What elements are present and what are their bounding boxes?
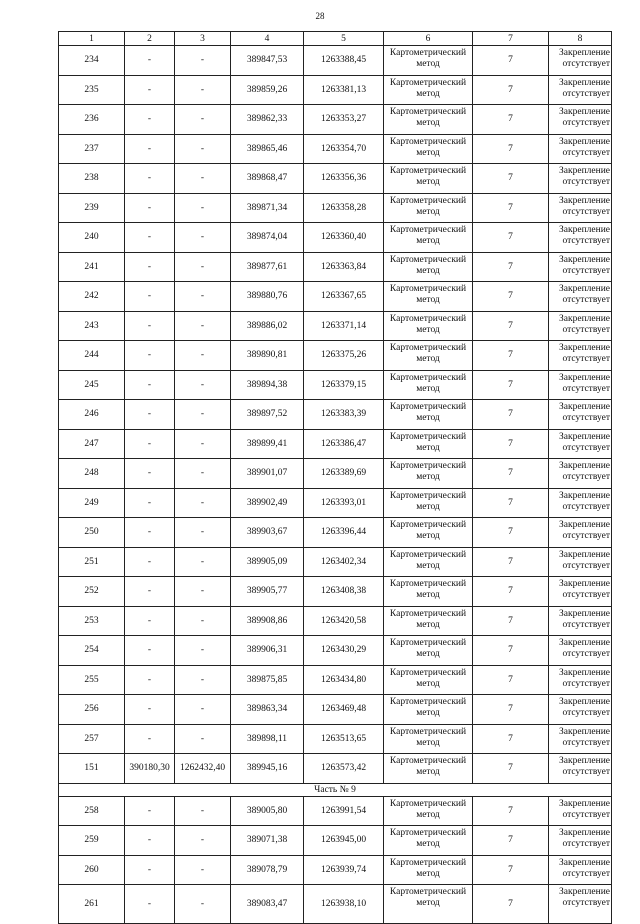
fixing-cell: Закрепление отсутствует [549,193,612,223]
fixing-cell: Закрепление отсутствует [549,134,612,164]
accuracy-cell: 7 [473,105,549,135]
existing-x-cell: - [125,75,175,105]
fixing-cell: Закрепление отсутствует [549,75,612,105]
new-y-cell: 1263573,42 [304,754,384,784]
method-cell: Картометрический метод [384,252,473,282]
new-y-cell: 1263408,38 [304,577,384,607]
new-y-cell: 1263938,10 [304,885,384,924]
new-x-cell: 389859,26 [231,75,304,105]
method-cell: Картометрический метод [384,282,473,312]
existing-x-cell: - [125,252,175,282]
fixing-cell: Закрепление отсутствует [549,724,612,754]
table-row [59,665,612,695]
point-number-cell: 237 [59,134,125,164]
existing-y-cell: - [175,518,231,548]
point-number-cell: 255 [59,665,125,695]
fixing-cell: Закрепление отсутствует [549,311,612,341]
accuracy-cell: 7 [473,75,549,105]
method-cell: Картометрический метод [384,855,473,885]
method-cell: Картометрический метод [384,606,473,636]
new-y-cell: 1263402,34 [304,547,384,577]
table-row [59,724,612,754]
table-row [59,695,612,725]
new-y-cell: 1263367,65 [304,282,384,312]
table-row [59,400,612,430]
existing-y-cell: - [175,370,231,400]
existing-x-cell: - [125,695,175,725]
new-y-cell: 1263389,69 [304,459,384,489]
existing-y-cell: - [175,282,231,312]
method-cell: Картометрический метод [384,164,473,194]
new-y-cell: 1263363,84 [304,252,384,282]
new-x-cell: 389899,41 [231,429,304,459]
fixing-cell: Закрепление отсутствует [549,606,612,636]
fixing-cell: Закрепление отсутствует [549,695,612,725]
table-row [59,429,612,459]
accuracy-cell: 7 [473,754,549,784]
existing-y-cell: - [175,105,231,135]
point-number-cell: 247 [59,429,125,459]
accuracy-cell: 7 [473,724,549,754]
new-y-cell: 1263388,45 [304,46,384,76]
existing-x-cell: - [125,400,175,430]
accuracy-cell: 7 [473,488,549,518]
existing-x-cell: - [125,885,175,924]
point-number-cell: 259 [59,826,125,856]
accuracy-cell: 7 [473,46,549,76]
method-cell: Картометрический метод [384,134,473,164]
new-y-cell: 1263393,01 [304,488,384,518]
new-x-cell: 389901,07 [231,459,304,489]
table-row [59,223,612,253]
method-cell: Картометрический метод [384,547,473,577]
point-number-cell: 242 [59,282,125,312]
new-y-cell: 1263469,48 [304,695,384,725]
fixing-cell: Закрепление отсутствует [549,459,612,489]
existing-y-cell: - [175,223,231,253]
point-number-cell: 151 [59,754,125,784]
fixing-cell: Закрепление отсутствует [549,429,612,459]
existing-x-cell: - [125,370,175,400]
coordinates-table [58,31,612,924]
point-number-cell: 248 [59,459,125,489]
point-number-cell: 252 [59,577,125,607]
existing-y-cell: - [175,826,231,856]
fixing-cell: Закрепление отсутствует [549,400,612,430]
new-y-cell: 1263353,27 [304,105,384,135]
new-y-cell: 1263356,36 [304,164,384,194]
method-cell: Картометрический метод [384,370,473,400]
new-y-cell: 1263396,44 [304,518,384,548]
new-x-cell: 389862,33 [231,105,304,135]
existing-x-cell: - [125,826,175,856]
fixing-cell: Закрепление отсутствует [549,754,612,784]
existing-y-cell: - [175,724,231,754]
point-number-cell: 257 [59,724,125,754]
existing-x-cell: - [125,311,175,341]
existing-x-cell: - [125,429,175,459]
table-row [59,577,612,607]
existing-y-cell: - [175,459,231,489]
point-number-cell: 256 [59,695,125,725]
method-cell: Картометрический метод [384,577,473,607]
existing-x-cell: - [125,164,175,194]
accuracy-cell: 7 [473,606,549,636]
new-x-cell: 389005,80 [231,796,304,826]
table-row [59,636,612,666]
method-cell: Картометрический метод [384,488,473,518]
fixing-cell: Закрепление отсутствует [549,105,612,135]
existing-x-cell: - [125,282,175,312]
existing-x-cell: - [125,488,175,518]
accuracy-cell: 7 [473,429,549,459]
header-row [59,32,612,46]
fixing-cell: Закрепление отсутствует [549,282,612,312]
accuracy-cell: 7 [473,193,549,223]
point-number-cell: 260 [59,855,125,885]
new-x-cell: 389078,79 [231,855,304,885]
accuracy-cell: 7 [473,341,549,371]
new-x-cell: 389868,47 [231,164,304,194]
point-number-cell: 244 [59,341,125,371]
table-row [59,885,612,924]
new-x-cell: 389886,02 [231,311,304,341]
existing-x-cell: - [125,636,175,666]
point-number-cell: 249 [59,488,125,518]
new-y-cell: 1263945,00 [304,826,384,856]
new-y-cell: 1263381,13 [304,75,384,105]
existing-x-cell: - [125,105,175,135]
accuracy-cell: 7 [473,547,549,577]
new-x-cell: 389874,04 [231,223,304,253]
existing-x-cell: 390180,30 [125,754,175,784]
new-x-cell: 389890,81 [231,341,304,371]
new-y-cell: 1263991,54 [304,796,384,826]
table-row [59,134,612,164]
new-y-cell: 1263354,70 [304,134,384,164]
existing-x-cell: - [125,547,175,577]
method-cell: Картометрический метод [384,223,473,253]
new-x-cell: 389908,86 [231,606,304,636]
method-cell: Картометрический метод [384,636,473,666]
page-number: 28 [315,11,325,21]
point-number-cell: 261 [59,885,125,924]
section-label: Часть № 9 [59,783,612,796]
method-cell: Картометрический метод [384,518,473,548]
accuracy-cell: 7 [473,459,549,489]
method-cell: Картометрический метод [384,341,473,371]
table-row [59,341,612,371]
new-x-cell: 389902,49 [231,488,304,518]
method-cell: Картометрический метод [384,695,473,725]
table-row [59,282,612,312]
header-cell: 1 [59,32,125,46]
new-x-cell: 389898,11 [231,724,304,754]
existing-y-cell: - [175,636,231,666]
fixing-cell: Закрепление отсутствует [549,164,612,194]
existing-x-cell: - [125,518,175,548]
existing-y-cell: - [175,400,231,430]
fixing-cell: Закрепление отсутствует [549,826,612,856]
new-y-cell: 1263358,28 [304,193,384,223]
header-cell: 3 [175,32,231,46]
accuracy-cell: 7 [473,164,549,194]
fixing-cell: Закрепление отсутствует [549,518,612,548]
existing-y-cell: - [175,134,231,164]
new-y-cell: 1263371,14 [304,311,384,341]
accuracy-cell: 7 [473,252,549,282]
fixing-cell: Закрепление отсутствует [549,855,612,885]
existing-x-cell: - [125,724,175,754]
table-row [59,105,612,135]
accuracy-cell: 7 [473,885,549,924]
table-row [59,488,612,518]
method-cell: Картометрический метод [384,754,473,784]
point-number-cell: 258 [59,796,125,826]
point-number-cell: 234 [59,46,125,76]
table-row [59,459,612,489]
existing-y-cell: - [175,885,231,924]
point-number-cell: 238 [59,164,125,194]
header-cell: 2 [125,32,175,46]
new-x-cell: 389877,61 [231,252,304,282]
table-row [59,75,612,105]
new-x-cell: 389945,16 [231,754,304,784]
fixing-cell: Закрепление отсутствует [549,665,612,695]
method-cell: Картометрический метод [384,796,473,826]
existing-x-cell: - [125,577,175,607]
fixing-cell: Закрепление отсутствует [549,341,612,371]
existing-y-cell: - [175,341,231,371]
new-y-cell: 1263375,26 [304,341,384,371]
fixing-cell: Закрепление отсутствует [549,577,612,607]
existing-y-cell: - [175,75,231,105]
existing-y-cell: - [175,665,231,695]
table-row [59,518,612,548]
point-number-cell: 235 [59,75,125,105]
table-row [59,796,612,826]
table-row [59,370,612,400]
accuracy-cell: 7 [473,796,549,826]
existing-y-cell: - [175,855,231,885]
point-number-cell: 246 [59,400,125,430]
existing-y-cell: - [175,606,231,636]
new-y-cell: 1263386,47 [304,429,384,459]
table-row [59,855,612,885]
point-number-cell: 251 [59,547,125,577]
point-number-cell: 240 [59,223,125,253]
table-row [59,606,612,636]
accuracy-cell: 7 [473,400,549,430]
new-x-cell: 389897,52 [231,400,304,430]
new-x-cell: 389905,09 [231,547,304,577]
point-number-cell: 253 [59,606,125,636]
new-x-cell: 389071,38 [231,826,304,856]
fixing-cell: Закрепление отсутствует [549,796,612,826]
table-row [59,547,612,577]
method-cell: Картометрический метод [384,400,473,430]
accuracy-cell: 7 [473,370,549,400]
existing-y-cell: - [175,488,231,518]
existing-x-cell: - [125,134,175,164]
header-cell: 8 [549,32,612,46]
accuracy-cell: 7 [473,855,549,885]
method-cell: Картометрический метод [384,75,473,105]
method-cell: Картометрический метод [384,193,473,223]
new-x-cell: 389083,47 [231,885,304,924]
existing-y-cell: - [175,577,231,607]
header-cell: 4 [231,32,304,46]
accuracy-cell: 7 [473,518,549,548]
existing-x-cell: - [125,796,175,826]
existing-x-cell: - [125,665,175,695]
existing-x-cell: - [125,341,175,371]
method-cell: Картометрический метод [384,429,473,459]
existing-y-cell: - [175,796,231,826]
method-cell: Картометрический метод [384,46,473,76]
new-y-cell: 1263360,40 [304,223,384,253]
accuracy-cell: 7 [473,282,549,312]
existing-y-cell: - [175,193,231,223]
point-number-cell: 239 [59,193,125,223]
point-number-cell: 236 [59,105,125,135]
fixing-cell: Закрепление отсутствует [549,885,612,924]
existing-y-cell: - [175,46,231,76]
method-cell: Картометрический метод [384,311,473,341]
existing-y-cell: - [175,429,231,459]
method-cell: Картометрический метод [384,724,473,754]
section-row [59,783,612,796]
method-cell: Картометрический метод [384,826,473,856]
fixing-cell: Закрепление отсутствует [549,547,612,577]
existing-y-cell: - [175,695,231,725]
existing-x-cell: - [125,855,175,885]
fixing-cell: Закрепление отсутствует [549,636,612,666]
new-x-cell: 389863,34 [231,695,304,725]
new-x-cell: 389847,53 [231,46,304,76]
new-y-cell: 1263420,58 [304,606,384,636]
existing-x-cell: - [125,223,175,253]
point-number-cell: 254 [59,636,125,666]
new-x-cell: 389905,77 [231,577,304,607]
new-x-cell: 389865,46 [231,134,304,164]
method-cell: Картометрический метод [384,459,473,489]
table-row [59,252,612,282]
method-cell: Картометрический метод [384,105,473,135]
table-row [59,754,612,784]
accuracy-cell: 7 [473,223,549,253]
point-number-cell: 250 [59,518,125,548]
table-row [59,311,612,341]
existing-y-cell: - [175,164,231,194]
point-number-cell: 243 [59,311,125,341]
point-number-cell: 245 [59,370,125,400]
header-cell: 7 [473,32,549,46]
fixing-cell: Закрепление отсутствует [549,370,612,400]
table-row [59,826,612,856]
new-y-cell: 1263513,65 [304,724,384,754]
existing-x-cell: - [125,46,175,76]
method-cell: Картометрический метод [384,885,473,924]
existing-y-cell: - [175,547,231,577]
method-cell: Картометрический метод [384,665,473,695]
accuracy-cell: 7 [473,311,549,341]
fixing-cell: Закрепление отсутствует [549,488,612,518]
existing-y-cell: - [175,311,231,341]
accuracy-cell: 7 [473,577,549,607]
new-y-cell: 1263430,29 [304,636,384,666]
table-row [59,193,612,223]
new-x-cell: 389906,31 [231,636,304,666]
new-y-cell: 1263383,39 [304,400,384,430]
header-cell: 5 [304,32,384,46]
fixing-cell: Закрепление отсутствует [549,252,612,282]
new-x-cell: 389903,67 [231,518,304,548]
new-y-cell: 1263379,15 [304,370,384,400]
new-x-cell: 389871,34 [231,193,304,223]
existing-y-cell: 1262432,40 [175,754,231,784]
new-x-cell: 389880,76 [231,282,304,312]
new-x-cell: 389875,85 [231,665,304,695]
accuracy-cell: 7 [473,826,549,856]
accuracy-cell: 7 [473,695,549,725]
fixing-cell: Закрепление отсутствует [549,46,612,76]
new-x-cell: 389894,38 [231,370,304,400]
existing-x-cell: - [125,459,175,489]
existing-y-cell: - [175,252,231,282]
existing-x-cell: - [125,193,175,223]
accuracy-cell: 7 [473,636,549,666]
table-row [59,164,612,194]
new-y-cell: 1263434,80 [304,665,384,695]
fixing-cell: Закрепление отсутствует [549,223,612,253]
table-row [59,46,612,76]
new-y-cell: 1263939,74 [304,855,384,885]
accuracy-cell: 7 [473,134,549,164]
header-cell: 6 [384,32,473,46]
existing-x-cell: - [125,606,175,636]
point-number-cell: 241 [59,252,125,282]
accuracy-cell: 7 [473,665,549,695]
